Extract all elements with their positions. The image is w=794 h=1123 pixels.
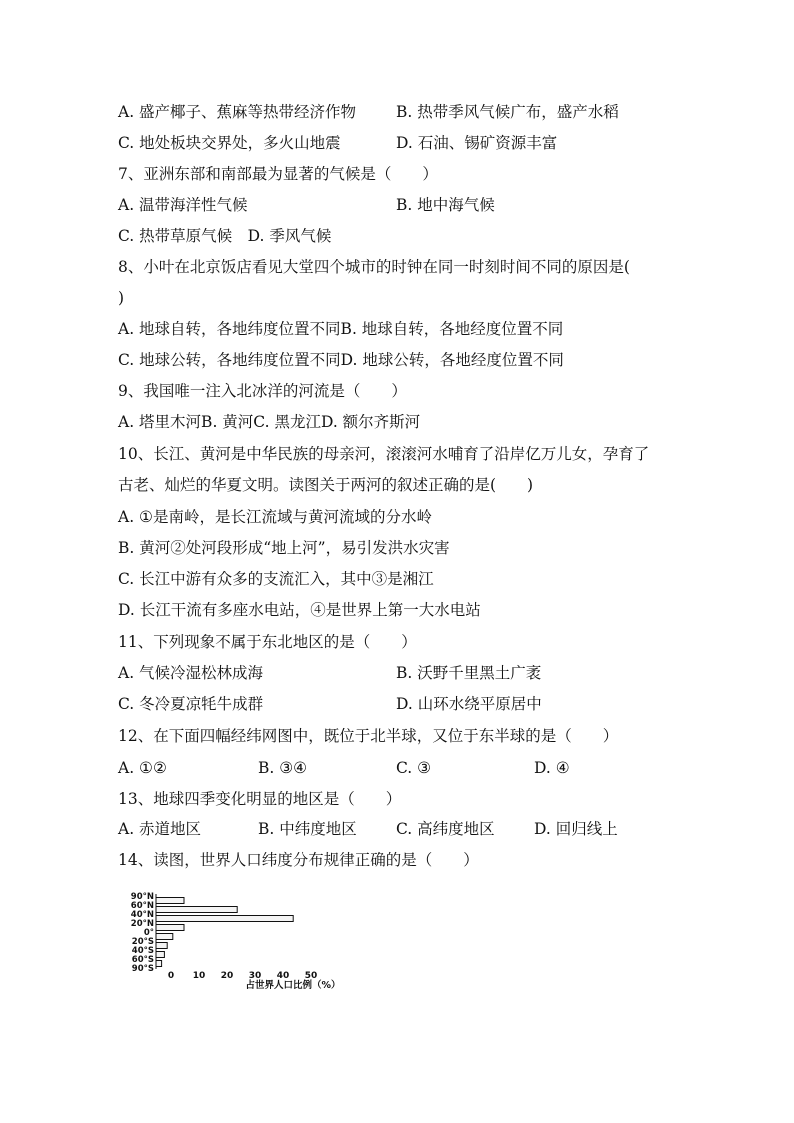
q6-option-b: B. 热带季风气候广布，盛产水稻 [396, 103, 619, 121]
q6-option-d: D. 石油、锡矿资源丰富 [396, 134, 558, 152]
q6-option-a: A. 盛产椰子、蕉麻等热带经济作物 [118, 103, 357, 121]
q12-option-d: D. ④ [534, 759, 570, 777]
q9-stem: 9、我国唯一注入北冰洋的河流是（ ） [118, 382, 407, 400]
q10-stem-line1: 10、长江、黄河是中华民族的母亲河，滚滚河水哺育了沿岸亿万儿女，孕育了 [118, 445, 650, 463]
q11-option-a: A. 气候冷湿松林成海 [118, 664, 264, 682]
population-bar [156, 898, 184, 904]
x-tick-label: 50 [304, 971, 318, 981]
x-axis-title: 占世界人口比例（%） [245, 980, 341, 991]
q13-stem: 13、地球四季变化明显的地区是（ ） [118, 790, 402, 808]
q8-stem-line2: ) [118, 289, 125, 307]
q11-option-b: B. 沃野千里黑土广袤 [396, 664, 542, 682]
q11-stem: 11、下列现象不属于东北地区的是（ ） [118, 633, 417, 651]
population-bar [156, 916, 293, 922]
q8-options-row1: A. 地球自转，各地纬度位置不同B. 地球自转，各地经度位置不同 [118, 320, 564, 338]
population-bar [156, 907, 237, 913]
q14-stem: 14、读图，世界人口纬度分布规律正确的是（ ） [118, 851, 479, 869]
q11-option-c: C. 冬冷夏凉牦牛成群 [118, 695, 264, 713]
q10-option-b: B. 黄河②处河段形成“地上河”，易引发洪水灾害 [118, 539, 450, 557]
q8-options-row2: C. 地球公转，各地纬度位置不同D. 地球公转，各地经度位置不同 [118, 351, 564, 369]
y-tick-label: 20°S [131, 937, 154, 947]
population-bar [156, 925, 184, 931]
q7-stem: 7、亚洲东部和南部最为显著的气候是（ ） [118, 165, 438, 183]
y-tick-label: 60°N [130, 901, 154, 911]
q9-options: A. 塔里木河B. 黄河C. 黑龙江D. 额尔齐斯河 [118, 413, 421, 431]
q10-option-a: A. ①是南岭，是长江流域与黄河流域的分水岭 [118, 508, 432, 526]
population-bar [156, 934, 173, 940]
y-tick-label: 40°S [131, 946, 154, 956]
x-tick-label: 40 [276, 971, 290, 981]
q13-option-c: C. 高纬度地区 [396, 820, 495, 838]
population-bar [156, 952, 164, 958]
population-bar [156, 961, 162, 967]
q13-option-a: A. 赤道地区 [118, 820, 202, 838]
q10-option-d: D. 长江干流有多座水电站，④是世界上第一大水电站 [118, 601, 481, 619]
population-bar [156, 943, 167, 949]
y-tick-label: 20°N [130, 919, 154, 929]
q7-option-a: A. 温带海洋性气候 [118, 196, 248, 214]
q13-option-d: D. 回归线上 [534, 820, 618, 838]
bars [156, 898, 293, 967]
x-tick-label: 0 [167, 971, 175, 981]
q10-option-c: C. 长江中游有众多的支流汇入，其中③是湘江 [118, 570, 434, 588]
x-tick-label: 10 [192, 971, 206, 981]
q12-option-a: A. ①② [118, 759, 167, 777]
q11-option-d: D. 山环水绕平原居中 [396, 695, 542, 713]
q12-option-b: B. ③④ [258, 759, 308, 777]
y-tick-label: 40°N [130, 910, 154, 920]
y-tick-label: 90°S [131, 964, 154, 974]
q7-options-row2: C. 热带草原气候 D. 季风气候 [118, 227, 332, 245]
q10-stem-line2: 古老、灿烂的华夏文明。读图关于两河的叙述正确的是( ) [118, 476, 534, 494]
population-latitude-chart [118, 884, 368, 994]
y-tick-label: 90°N [130, 892, 154, 902]
q12-stem: 12、在下面四幅经纬网图中，既位于北半球，又位于东半球的是（ ） [118, 727, 619, 745]
q12-option-c: C. ③ [396, 759, 432, 777]
q13-option-b: B. 中纬度地区 [258, 820, 357, 838]
y-tick-label: 60°S [131, 955, 154, 965]
q7-option-b: B. 地中海气候 [396, 196, 495, 214]
x-tick-label: 20 [220, 971, 234, 981]
q8-stem-line1: 8、小叶在北京饭店看见大堂四个城市的时钟在同一时刻时间不同的原因是( [118, 258, 630, 276]
q6-option-c: C. 地处板块交界处，多火山地震 [118, 134, 341, 152]
x-tick-label: 30 [248, 971, 262, 981]
y-axis-labels [131, 892, 154, 974]
y-tick-label: 0° [143, 928, 154, 938]
